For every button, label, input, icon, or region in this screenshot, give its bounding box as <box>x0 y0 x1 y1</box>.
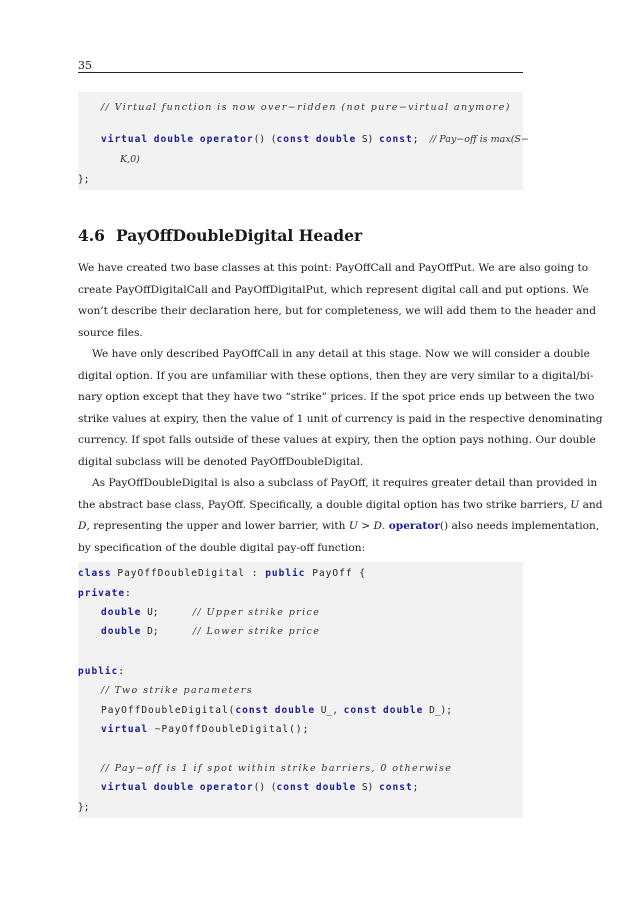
code-comment: // Virtual function is now over−ridden (not pure−virtual anymore) <box>101 102 511 113</box>
text: > <box>361 520 371 532</box>
keyword: const <box>379 134 413 145</box>
code-block-virtual-operator <box>78 92 529 190</box>
keyword: public <box>265 568 306 579</box>
code-text: PayOffDoubleDigital : <box>117 568 266 579</box>
code-comment: // Lower strike price <box>192 626 321 637</box>
math-var: U <box>570 499 580 511</box>
code-comment-line <box>78 763 452 774</box>
code-comment: // Pay−off is max(S− <box>429 134 529 145</box>
code-constructor-line <box>78 705 452 716</box>
code-text: () ( <box>253 782 277 793</box>
paragraph-line: by specification of the double digital pay-off function: <box>78 542 366 554</box>
math-var: D <box>78 520 87 532</box>
keyword: double <box>315 134 357 145</box>
code-text: U_, <box>315 705 344 716</box>
code-member-line <box>78 607 320 618</box>
keyword: class <box>78 568 112 579</box>
code-text: () ( <box>253 134 277 145</box>
text: the abstract base class, PayOff. Specifically, a double digital option has two strike barriers, <box>78 499 567 511</box>
keyword: operator <box>199 782 254 793</box>
paragraph-line <box>78 499 603 511</box>
code-comment-line <box>78 102 511 113</box>
code-private-line <box>78 588 131 599</box>
keyword: private <box>78 588 126 599</box>
paragraph-line: As PayOffDoubleDigital is also a subclass of PayOff, it requires greater detail than provided in <box>92 477 598 489</box>
paragraph-line: nary option except that they have two “strike” prices. If the spot price ends up between the two <box>78 391 595 403</box>
keyword: const <box>235 705 269 716</box>
code-text: U; <box>147 607 159 618</box>
page-number: 35 <box>78 59 92 72</box>
code-text: D; <box>147 626 159 637</box>
header-rule <box>78 72 523 73</box>
code-comment: // Upper strike price <box>192 607 321 618</box>
code-public-line <box>78 666 124 677</box>
keyword: double <box>315 782 357 793</box>
section-title: PayOffDoubleDigital Header <box>116 226 363 245</box>
text: () also needs implementation, <box>439 520 600 532</box>
code-text: : <box>118 666 125 677</box>
code-closing-line <box>78 174 89 185</box>
paragraph-line: digital option. If you are unfamiliar with these options, then they are very similar to a digital/bi- <box>78 370 594 382</box>
paragraph-line: digital subclass will be denoted PayOffDoubleDigital. <box>78 456 364 468</box>
code-member-line <box>78 626 320 637</box>
code-text: ; <box>412 782 419 793</box>
keyword: public <box>78 666 119 677</box>
paragraph-line: We have created two base classes at this point: PayOffCall and PayOffPut. We are also going to <box>78 262 589 274</box>
paragraph-line: source files. <box>78 327 143 339</box>
keyword: double <box>274 705 316 716</box>
code-text: D_); <box>423 705 452 716</box>
code-text: ~PayOffDoubleDigital(); <box>148 724 310 735</box>
paragraph-line: currency. If spot falls outside of these values at expiry, then the option pays nothing. Our double <box>78 434 596 446</box>
paragraph-line: strike values at expiry, then the value of 1 unit of currency is paid in the respective denominating <box>78 413 603 425</box>
keyword: const <box>276 782 311 793</box>
paragraph-line: We have only described PayOffCall in any detail at this stage. Now we will consider a double <box>92 348 590 360</box>
keyword: double <box>101 626 142 637</box>
keyword: double <box>153 134 195 145</box>
math-var: D <box>373 520 382 532</box>
keyword: virtual <box>101 134 149 145</box>
keyword: operator <box>388 520 440 532</box>
math-var: U <box>348 520 358 532</box>
paragraph-line: won’t describe their declaration here, but for completeness, we will add them to the header and <box>78 305 596 317</box>
keyword: const <box>276 134 311 145</box>
paragraph-line: create PayOffDigitalCall and PayOffDigitalPut, which represent digital call and put options. We <box>78 284 589 296</box>
code-text: PayOffDoubleDigital( <box>101 705 236 716</box>
section-heading <box>78 226 362 245</box>
code-text: S) <box>361 134 374 145</box>
code-comment-line <box>78 685 253 696</box>
code-text: PayOff { <box>305 568 366 579</box>
keyword: double <box>383 705 424 716</box>
section-number: 4.6 <box>78 226 105 245</box>
code-operator-line <box>78 134 529 145</box>
code-continuation-line <box>78 154 140 165</box>
code-text: : <box>125 588 131 599</box>
keyword: operator <box>199 134 254 145</box>
code-class-line <box>78 568 366 579</box>
text: , representing the upper and lower barrier, with <box>86 520 346 532</box>
code-closing-line <box>78 802 89 813</box>
code-text: S) <box>356 782 380 793</box>
code-destructor-line <box>78 724 309 735</box>
code-operator-line <box>78 782 418 793</box>
keyword: const <box>343 705 378 716</box>
keyword: double <box>101 607 142 618</box>
code-comment: // Pay−off is 1 if spot within strike barriers, 0 otherwise <box>101 763 453 774</box>
code-text: ; <box>412 134 419 145</box>
text: and <box>582 499 603 511</box>
code-text: }; <box>78 174 90 185</box>
keyword: const <box>379 782 413 793</box>
text: . <box>381 520 386 532</box>
keyword: virtual <box>101 782 149 793</box>
code-comment: K,0) <box>120 154 140 165</box>
keyword: virtual <box>101 724 149 735</box>
keyword: double <box>153 782 195 793</box>
code-text: }; <box>78 802 90 813</box>
code-block-class-declaration <box>78 562 523 818</box>
paragraph-line <box>78 520 599 532</box>
code-comment: // Two strike parameters <box>101 685 253 696</box>
